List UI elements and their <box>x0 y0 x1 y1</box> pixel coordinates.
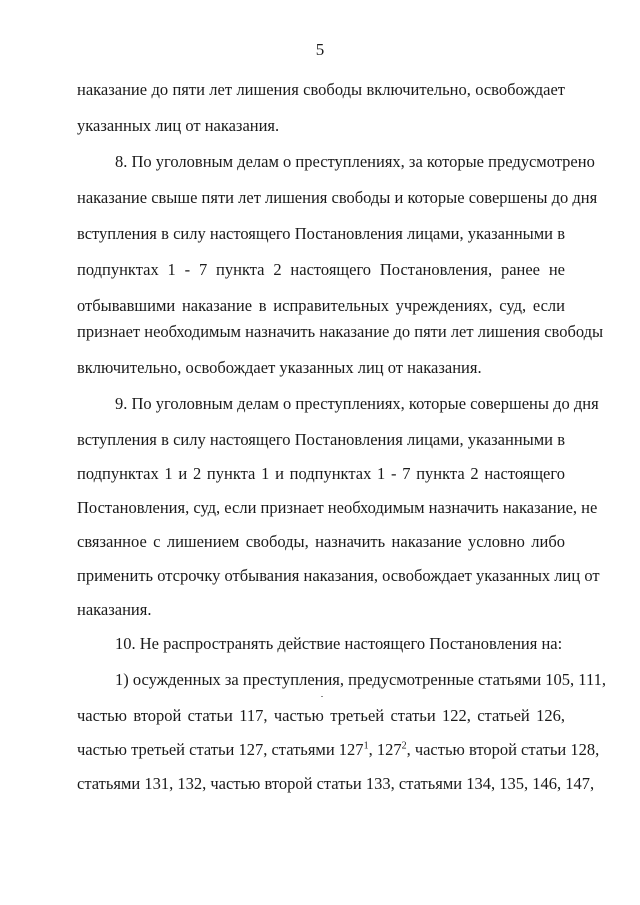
text-line: применить отсрочку отбывания наказания, освобождает указанных лиц от <box>77 566 600 585</box>
paragraph-8-start: 8. По уголовным делам о преступлениях, за которые предусмотрено <box>115 152 595 171</box>
page-number: 5 <box>315 40 325 59</box>
text-segment: частью третьей статьи 127, статьями 127 <box>77 740 364 759</box>
text-line: связанное с лишением свободы, назначить наказание условно либо <box>77 532 565 551</box>
text-line: подпунктах 1 - 7 пункта 2 настоящего Постановления, ранее не <box>77 260 565 279</box>
text-line: частью второй статьи 117, частью третьей статьи 122, статьей 126, <box>77 706 565 725</box>
text-line: наказания. <box>77 600 152 619</box>
paragraph-10-start: 10. Не распространять действие настоящего Постановления на: <box>115 634 563 653</box>
text-line: отбывавшими наказание в исправительных учреждениях, суд, если <box>77 296 565 315</box>
text-line: подпунктах 1 и 2 пункта 1 и подпунктах 1 - 7 пункта 2 настоящего <box>77 464 565 483</box>
text-segment: , частью второй статьи 128, <box>406 740 600 759</box>
text-line: вступления в силу настоящего Постановления лицами, указанными в <box>77 430 565 449</box>
scan-speck <box>321 696 323 697</box>
text-segment: , 127 <box>368 740 402 759</box>
text-line: наказание до пяти лет лишения свободы включительно, освобождает <box>77 80 565 99</box>
item-1-start: 1) осужденных за преступления, предусмотренные статьями 105, 111, <box>115 670 606 689</box>
superscript: 2 <box>401 740 407 752</box>
text-line: наказание свыше пяти лет лишения свободы и которые совершены до дня <box>77 188 598 207</box>
text-line: Постановления, суд, если признает необходимым назначить наказание, не <box>77 498 598 517</box>
superscript: 1 <box>363 740 369 752</box>
text-line: включительно, освобождает указанных лиц от наказания. <box>77 358 482 377</box>
text-line: указанных лиц от наказания. <box>77 116 280 135</box>
paragraph-9-start: 9. По уголовным делам о преступлениях, которые совершены до дня <box>115 394 599 413</box>
text-line: статьями 131, 132, частью второй статьи 133, статьями 134, 135, 146, 147, <box>77 774 595 793</box>
text-line: вступления в силу настоящего Постановления лицами, указанными в <box>77 224 565 243</box>
text-line: признает необходимым назначить наказание до пяти лет лишения свободы <box>77 322 604 341</box>
text-line-with-superscripts <box>77 740 600 760</box>
